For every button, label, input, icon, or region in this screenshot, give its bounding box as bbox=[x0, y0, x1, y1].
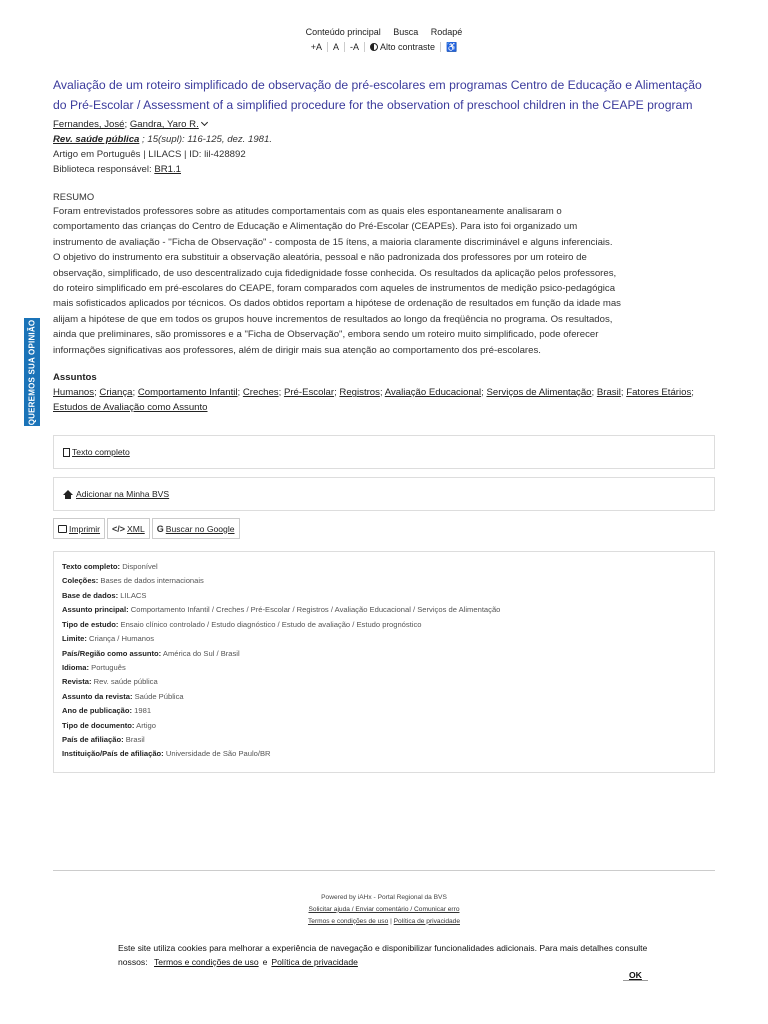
high-contrast-label: Alto contraste bbox=[380, 42, 436, 52]
add-bvs-panel bbox=[53, 477, 715, 511]
detail-label: Limite: bbox=[62, 634, 87, 644]
accessibility-bar bbox=[0, 27, 768, 52]
detail-value: Criança / Humanos bbox=[89, 634, 155, 644]
library-code-link[interactable]: BR1.1 bbox=[154, 164, 181, 175]
main-content bbox=[53, 76, 715, 773]
add-to-my-bvs-link[interactable]: Adicionar na Minha BVS bbox=[76, 489, 170, 500]
full-text-link[interactable]: Texto completo bbox=[72, 447, 130, 458]
detail-value: Disponível bbox=[122, 562, 158, 572]
home-icon bbox=[63, 490, 73, 499]
detail-label: Texto completo: bbox=[62, 562, 121, 572]
subject-link[interactable]: Humanos bbox=[53, 387, 95, 399]
detail-row bbox=[62, 647, 706, 661]
journal-citation: ; 15(supl): 116-125, dez. 1981. bbox=[139, 134, 273, 145]
journal-line bbox=[53, 132, 715, 147]
detail-row bbox=[62, 632, 706, 646]
footer: Powered by iAHx - Portal Regional da BVS Solicitar ajuda / Enviar comentário / Comunicar erro Termos e condições de uso | Política de privacidade bbox=[0, 892, 768, 927]
xml-button[interactable] bbox=[107, 518, 150, 539]
google-search-label: Buscar no Google bbox=[165, 523, 235, 534]
detail-row bbox=[62, 560, 706, 574]
detail-row bbox=[62, 747, 706, 761]
detail-label: Tipo de estudo: bbox=[62, 619, 119, 629]
help-links[interactable]: Solicitar ajuda / Enviar comentário / Comunicar erro bbox=[308, 905, 460, 913]
author-link[interactable]: Gandra, Yaro R. bbox=[129, 119, 199, 130]
subject-link[interactable]: Brasil bbox=[596, 387, 621, 399]
font-increase-button[interactable]: +A bbox=[306, 42, 328, 52]
subject-link[interactable]: Creches bbox=[242, 387, 279, 399]
detail-label: Idioma: bbox=[62, 662, 90, 672]
detail-value: Comportamento Infantil / Creches / Pré-Escolar / Registros / Avaliação Educacional / Serviços de Alimentação bbox=[130, 605, 501, 615]
detail-row bbox=[62, 704, 706, 718]
skip-to-search-link[interactable]: Busca bbox=[393, 27, 419, 37]
cookie-and-text: e bbox=[262, 957, 268, 967]
print-button[interactable] bbox=[53, 518, 105, 539]
contrast-icon bbox=[370, 43, 378, 51]
toolbar bbox=[53, 518, 715, 539]
detail-value: Artigo bbox=[136, 720, 156, 730]
detail-row bbox=[62, 733, 706, 747]
printer-icon bbox=[58, 525, 67, 533]
detail-row bbox=[62, 661, 706, 675]
detail-value: Bases de dados internacionais bbox=[100, 576, 204, 586]
article-meta bbox=[53, 117, 715, 177]
subject-link[interactable]: Fatores Etários bbox=[626, 387, 692, 399]
detail-label: Revista: bbox=[62, 677, 92, 687]
subject-link[interactable]: Serviços de Alimentação bbox=[486, 387, 592, 399]
xml-label: XML bbox=[127, 523, 145, 534]
chevron-down-icon[interactable] bbox=[201, 119, 208, 126]
detail-label: Tipo de documento: bbox=[62, 720, 135, 730]
detail-label: Assunto da revista: bbox=[62, 691, 133, 701]
detail-label: Base de dados: bbox=[62, 590, 119, 600]
library-line bbox=[53, 162, 715, 177]
font-reset-button[interactable]: A bbox=[328, 42, 345, 52]
footer-divider bbox=[53, 870, 715, 871]
detail-label: Assunto principal: bbox=[62, 605, 129, 615]
detail-row bbox=[62, 618, 706, 632]
cookie-privacy-link[interactable]: Política de privacidade bbox=[271, 957, 358, 967]
feedback-tab[interactable] bbox=[24, 318, 40, 426]
high-contrast-button[interactable] bbox=[365, 42, 441, 52]
detail-label: Coleções: bbox=[62, 576, 99, 586]
subject-link[interactable]: Estudos de Avaliação como Assunto bbox=[53, 402, 208, 414]
details-panel bbox=[53, 551, 715, 773]
detail-row bbox=[62, 589, 706, 603]
powered-by-text: Powered by iAHx - Portal Regional da BVS bbox=[321, 894, 447, 901]
detail-value: Brasil bbox=[125, 734, 145, 744]
document-icon bbox=[63, 448, 70, 457]
cookie-terms-link[interactable]: Termos e condições de uso bbox=[154, 957, 259, 967]
skip-to-footer-link[interactable]: Rodapé bbox=[430, 27, 463, 37]
font-decrease-button[interactable]: -A bbox=[345, 42, 365, 52]
detail-value: 1981 bbox=[134, 706, 152, 716]
abstract-text: Foram entrevistados professores sobre as atitudes comportamentais com as quais eles espontaneamente analisaram o comportamento das crianças do Centro de Educação e Alimentação do Pré-Escolar (CEAPEs). Para isto foi organizado um instrumento de avaliação - ''Ficha de Observação" - composta de 15 ítens, a maioria claramente discriminável e alguns inferenciais. O objetivo do instrumento era substituir a observação aleatória, pessoal e não padronizada dos professores por um roteiro de observação, simplificado, de uso descentralizado cuja fidedignidade fosse conhecida. Os resultados da aplicação pelos professores, do roteiro simplificado em pré-escolares do CEAPE, foram comparados com aqueles de instrumentos de medição psico-pedagógica mais sofisticados aplicados por técnicos. Os dados obtidos reportam a hipótese de ordenação de resultados em função da idade mas alijam a hipótese de que em todos os grupos houve incrementos de resultados ao longo da freqüência no programa. Os resultados, ainda que preliminares, são promissores e a "Ficha de Observação", embora sendo um roteiro muito simplificado, pode oferecer informações significativas aos professores, além de dirigir mais sua atenção ao comportamento dos pré-escolares. bbox=[53, 206, 621, 356]
detail-label: Ano de publicação: bbox=[62, 706, 133, 716]
detail-value: Universidade de São Paulo/BR bbox=[165, 749, 271, 759]
subject-link[interactable]: Criança bbox=[99, 387, 133, 399]
code-icon: </> bbox=[112, 523, 126, 534]
subject-link[interactable]: Avaliação Educacional bbox=[384, 387, 482, 399]
subjects-heading: Assuntos bbox=[53, 372, 97, 384]
detail-row bbox=[62, 690, 706, 704]
detail-value: Ensaio clínico controlado / Estudo diagnóstico / Estudo de avaliação / Estudo prognóstico bbox=[120, 619, 422, 629]
subject-link[interactable]: Pré-Escolar bbox=[283, 387, 335, 399]
article-title: Avaliação de um roteiro simplificado de observação de pré-escolares em programas Centro de Educação e Alimentação do Pré-Escolar / Assessment of a simplified procedure for the observation of preschool children in the CEAPE program bbox=[53, 78, 702, 112]
author-link[interactable]: Fernandes, José bbox=[53, 119, 125, 130]
footer-privacy-link[interactable]: Política de privacidade bbox=[393, 917, 460, 925]
full-text-panel bbox=[53, 435, 715, 469]
feedback-tab-label: QUEREMOS SUA OPINIÃO bbox=[27, 319, 37, 425]
footer-terms-link[interactable]: Termos e condições de uso bbox=[307, 917, 389, 925]
subject-link[interactable]: Comportamento Infantil bbox=[137, 387, 238, 399]
authors-line: Fernandes, José; Gandra, Yaro R. bbox=[53, 117, 715, 132]
cookie-text: Este site utiliza cookies para melhorar a experiência de navegação e disponibilizar funcionalidades adicionais. Para mais detalhes consulte nossos: bbox=[118, 943, 648, 967]
subject-link[interactable]: Registros bbox=[339, 387, 380, 399]
detail-value: Rev. saúde pública bbox=[93, 677, 158, 687]
detail-label: País de afiliação: bbox=[62, 734, 124, 744]
detail-label: País/Região como assunto: bbox=[62, 648, 162, 658]
detail-value: América do Sul / Brasil bbox=[162, 648, 240, 658]
journal-link[interactable]: Rev. saúde pública bbox=[53, 134, 140, 145]
print-label: Imprimir bbox=[69, 523, 101, 534]
subjects-list: Humanos; Criança; Comportamento Infantil; Creches; Pré-Escolar; Registros; Avaliação Educacional; Serviços de Alimentação; Brasil; Fatores Etários; Estudos de Avaliação como Assunto bbox=[53, 387, 694, 414]
abstract-label: RESUMO bbox=[53, 191, 95, 202]
wheelchair-icon[interactable]: ♿ bbox=[446, 42, 458, 52]
detail-label: Instituição/País de afiliação: bbox=[62, 749, 164, 759]
google-search-button[interactable] bbox=[152, 518, 240, 539]
detail-row bbox=[62, 603, 706, 617]
detail-value: Saúde Pública bbox=[134, 691, 184, 701]
article-type-line: Artigo em Português | LILACS | ID: lil-428892 bbox=[53, 149, 246, 160]
detail-value: Português bbox=[91, 662, 126, 672]
cookie-ok-button[interactable]: OK bbox=[623, 970, 648, 981]
detail-value: LILACS bbox=[120, 590, 147, 600]
skip-to-content-link[interactable]: Conteúdo principal bbox=[305, 27, 381, 37]
detail-row bbox=[62, 574, 706, 588]
cookie-banner bbox=[118, 941, 678, 969]
google-icon: G bbox=[156, 523, 164, 534]
library-label: Biblioteca responsável: bbox=[53, 164, 155, 175]
detail-row bbox=[62, 675, 706, 689]
detail-row bbox=[62, 719, 706, 733]
